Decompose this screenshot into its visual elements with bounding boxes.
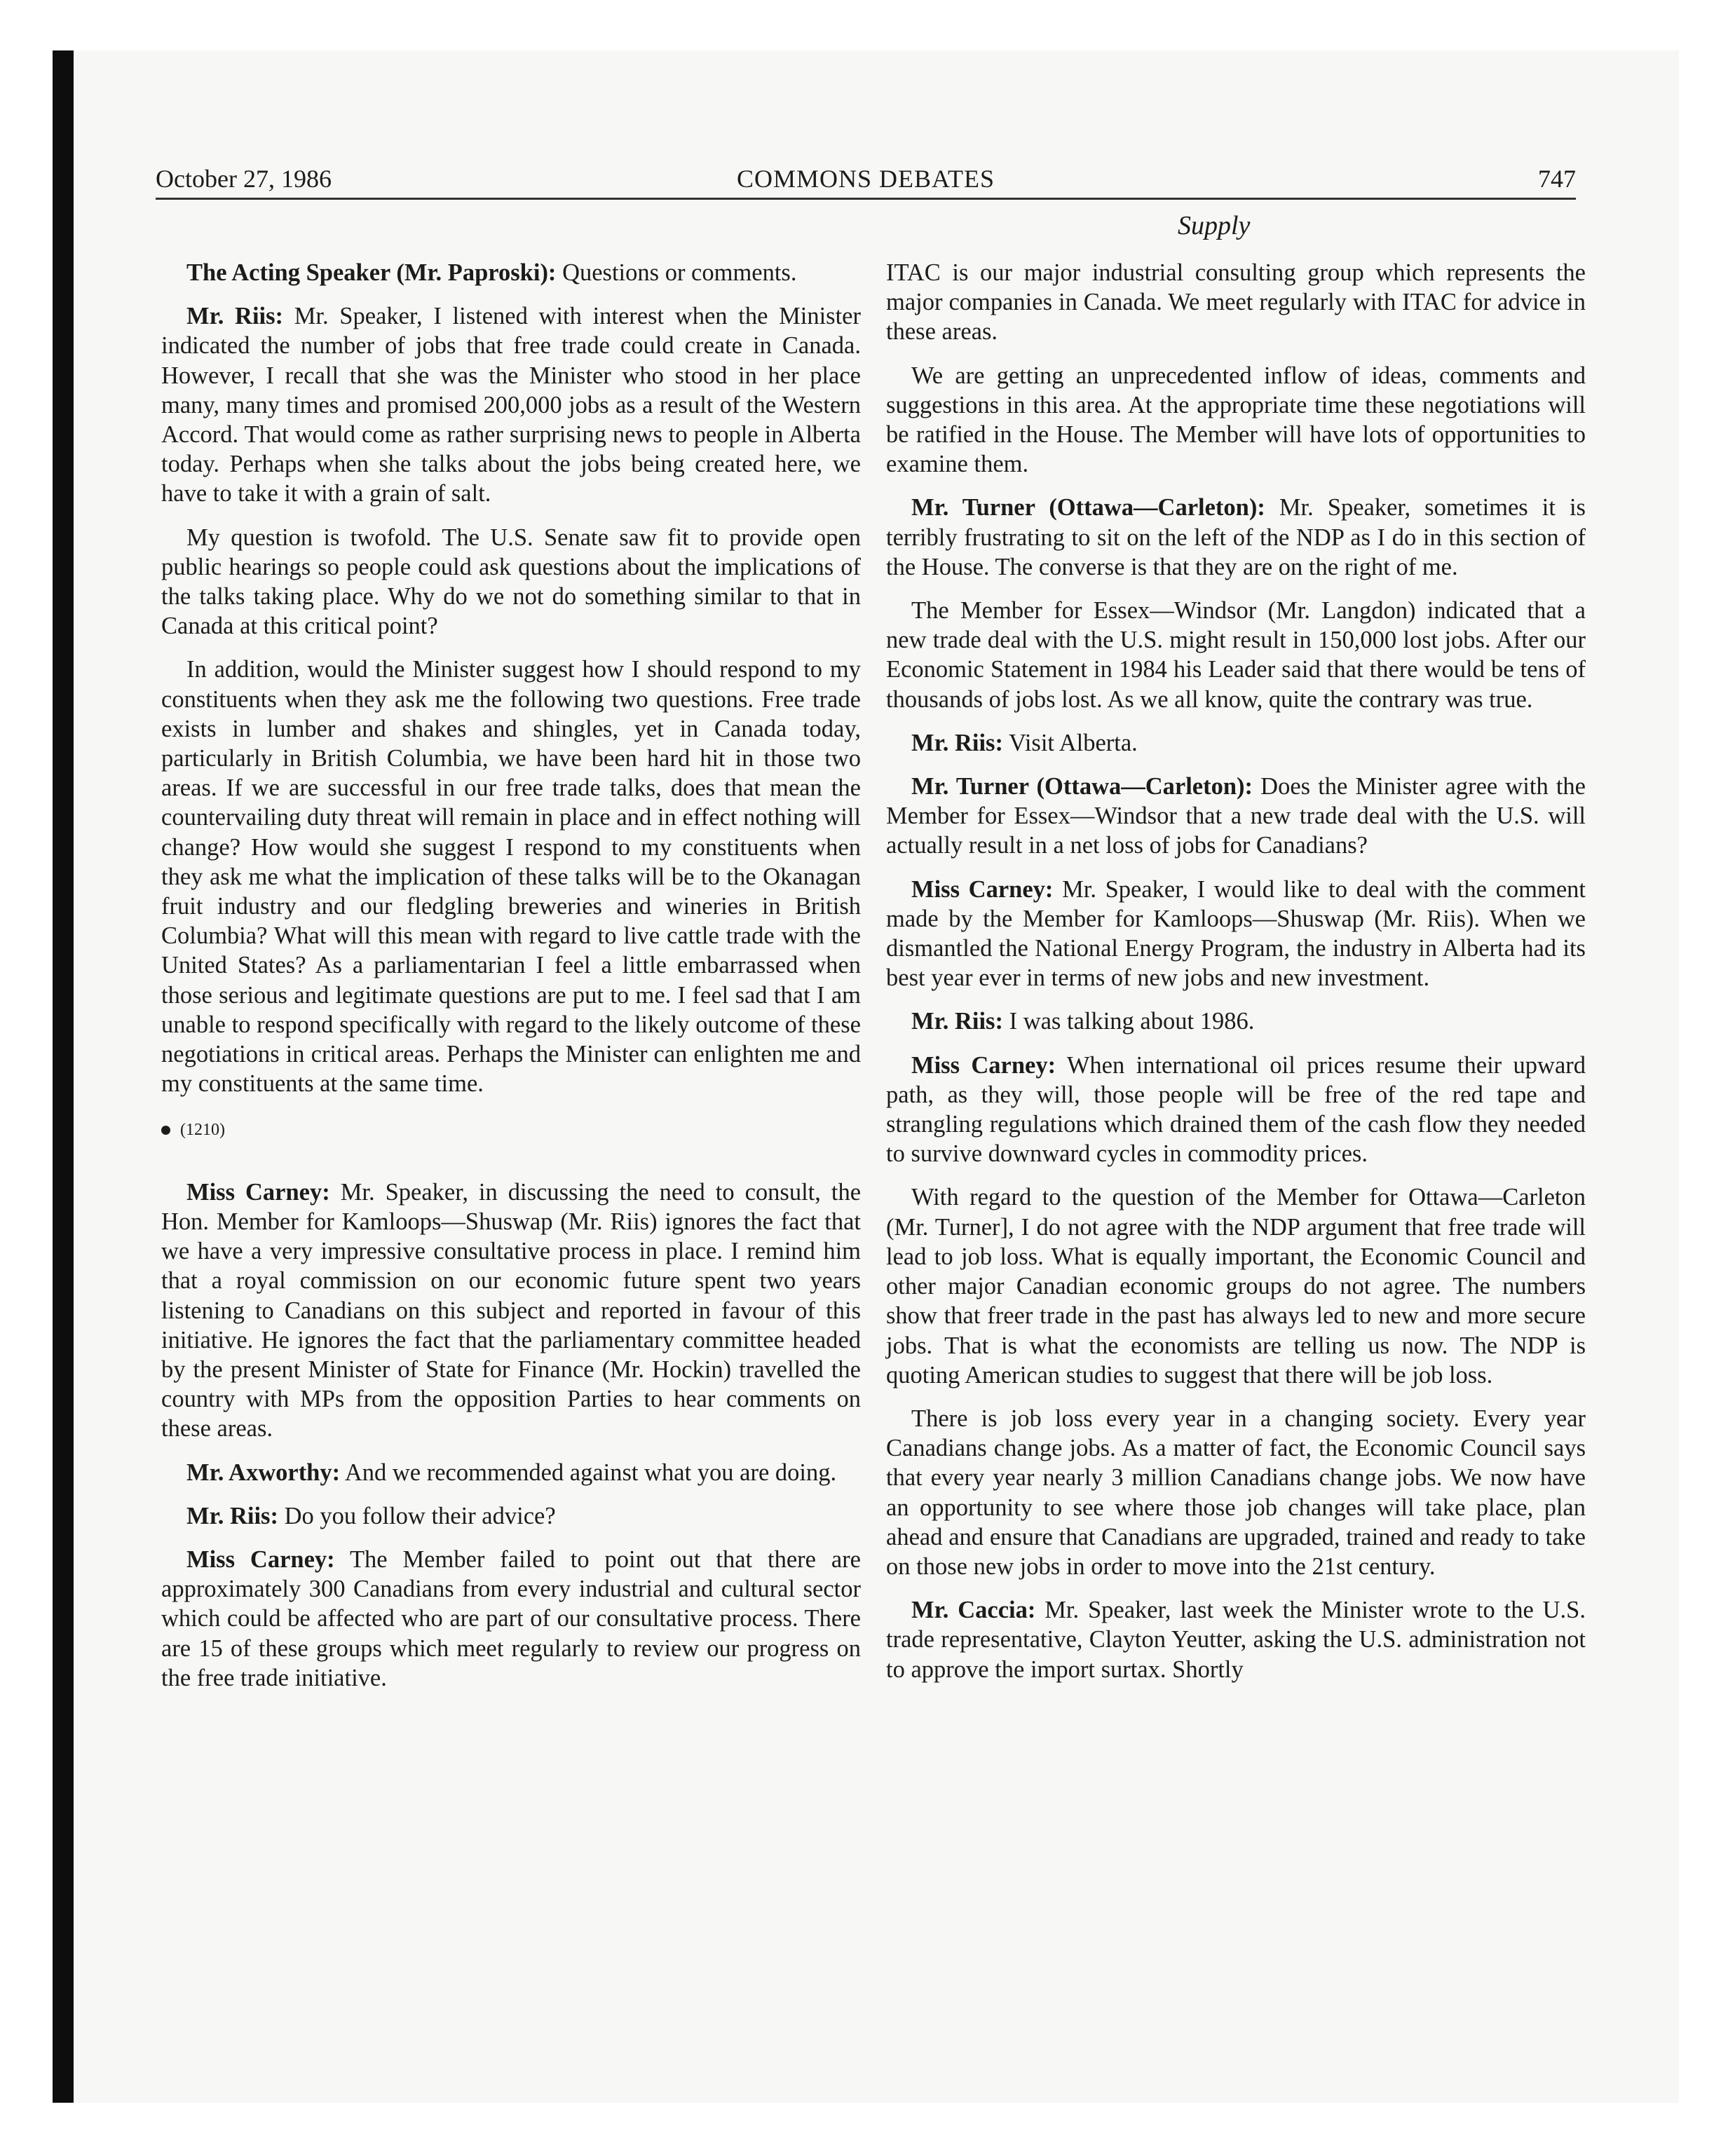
paragraph [886, 1595, 1586, 1684]
speech-text: Mr. Speaker, I would like to deal with the comment made by the Member for Kamloops—Shuswap (Mr. Riis). When we dismantled the National Energy Program, the industry in Alberta had its best year ever in terms of new jobs and new investment. [886, 875, 1586, 992]
left-column [161, 258, 861, 1707]
paragraph [886, 493, 1586, 582]
speaker-name: Mr. Riis: [911, 729, 1003, 756]
paragraph [886, 1007, 1586, 1036]
header-date: October 27, 1986 [156, 165, 332, 193]
speaker-name: Mr. Caccia: [911, 1597, 1036, 1624]
paragraph [161, 1545, 861, 1693]
speech-text: Mr. Speaker, last week the Minister wrote to the U.S. trade representative, Clayton Yeutter, asking the U.S. administration not to approve the import surtax. Shortly [886, 1597, 1586, 1683]
speech-text: Do you follow their advice? [278, 1502, 556, 1529]
paragraph [161, 258, 861, 287]
speech-text: Mr. Speaker, in discussing the need to consult, the Hon. Member for Kamloops—Shuswap (Mr. Riis) ignores the fact that we have a very impressive consultative process in place. I remind him that a royal commission on our economic future spent two years listening to Canadians on this subject and reported in favour of this initiative. He ignores the fact that the parliamentary committee headed by the present Minister of State for Finance (Mr. Hockin) travelled the country with MPs from the opposition Parties to hear comments on these areas. [161, 1178, 862, 1442]
speech-text: Mr. Speaker, I listened with interest when the Minister indicated the number of jobs that free trade could create in Canada. However, I recall that she was the Minister who stood in her place many, many times and promised 200,000 jobs as a result of the Western Accord. That would come as rather surprising news to people in Alberta today. Perhaps when she talks about the jobs being created here, we have to take it with a grain of salt. [161, 303, 861, 507]
time-marker [161, 1115, 861, 1145]
speaker-name: Mr. Riis: [186, 1502, 278, 1529]
page-number: 747 [1538, 165, 1576, 193]
paragraph: There is job loss every year in a changing society. Every year Canadians change jobs. As a matter of fact, the Economic Council says that every year nearly 3 million Canadians change jobs. We now have an opportunity to see where those job changes will take place, plan ahead and ensure that Canadians are upgraded, trained and ready to take on those new jobs in order to move into the 21st century. [886, 1405, 1586, 1580]
speaker-name: Miss Carney: [186, 1546, 335, 1573]
speech-text: Mr. Speaker, sometimes it is terribly frustrating to sit on the left of the NDP as I do in this section of the House. The converse is that they are on the right of me. [886, 494, 1586, 580]
paragraph [161, 301, 861, 508]
paragraph [886, 728, 1586, 758]
speech-text: The Member failed to point out that there are approximately 300 Canadians from every industrial and cultural sector which could be affected who are part of our consultative process. There are 15 of these groups which meet regularly to review our progress on the free trade initiative. [161, 1546, 861, 1691]
paragraph: In addition, would the Minister suggest how I should respond to my constituents when they ask me the following two questions. Free trade exists in lumber and shakes and shingles, yet in Canada today, particularly in British Columbia, we have been hard hit in those two areas. If we are successful in our free trade talks, does that mean the countervailing duty threat will remain in place and in effect nothing will change? How would she suggest I respond to my constituents when they ask me what the implication of these talks will be to the Okanagan fruit industry and our fledgling breweries and wineries in British Columbia? What will this mean with regard to live cattle trade with the United States? As a parliamentarian I feel a little embarrassed when those serious and legitimate questions are put to me. I feel sad that I am unable to respond specifically with regard to the likely outcome of these negotiations in critical areas. Perhaps the Minister can enlighten me and my constituents at the same time. [161, 656, 861, 1098]
header-title: COMMONS DEBATES [736, 165, 995, 193]
speech-text: When international oil prices resume their upward path, as they will, those people will be free of the red tape and strangling regulations which drained them of the cash flow they needed to survive downward cycles in commodity prices. [886, 1051, 1586, 1168]
paragraph [161, 1501, 861, 1531]
paragraph: The Member for Essex—Windsor (Mr. Langdon) indicated that a new trade deal with the U.S. might result in 150,000 lost jobs. After our Economic Statement in 1984 his Leader said that there would be tens of thousands of jobs lost. As we all know, quite the contrary was true. [886, 597, 1586, 713]
speaker-name: The Acting Speaker (Mr. Paproski): [186, 259, 557, 286]
speaker-name: Miss Carney: [186, 1178, 330, 1206]
paragraph [161, 1178, 861, 1444]
speech-text: I was talking about 1986. [1002, 1008, 1255, 1035]
paragraph: With regard to the question of the Member for Ottawa—Carleton (Mr. Turner], I do not agree with the NDP argument that free trade will lead to job loss. What is equally important, the Economic Council and other major Canadian economic groups do not agree. The numbers show that freer trade in the past has always led to new and more secure jobs. That is what the economists are telling us now. The NDP is quoting American studies to suggest that there will be job loss. [886, 1184, 1586, 1389]
speaker-name: Mr. Axworthy: [186, 1459, 341, 1486]
speaker-name: Mr. Riis: [911, 1008, 1003, 1035]
speech-text: Does the Minister agree with the Member for Essex—Windsor that a new trade deal with the U.S. will actually result in a net loss of jobs for Canadians? [886, 773, 1586, 859]
speech-text: Questions or comments. [556, 259, 797, 286]
speaker-name: Miss Carney: [911, 1051, 1056, 1079]
paragraph: My question is twofold. The U.S. Senate saw fit to provide open public hearings so people could ask questions about the implications of the talks taking place. Why do we not do something similar to that in Canada at this critical point? [161, 524, 861, 640]
speaker-name: Mr. Turner (Ottawa—Carleton): [911, 494, 1265, 521]
speech-text: And we recommended against what you are doing. [340, 1459, 837, 1486]
paragraph: ITAC is our major industrial consulting group which represents the major companies in Canada. We meet regularly with ITAC for advice in these areas. [886, 259, 1586, 346]
right-column [886, 258, 1586, 1698]
speaker-name: Mr. Turner (Ottawa—Carleton): [911, 773, 1253, 800]
bullet-icon [161, 1126, 170, 1135]
speech-text: Visit Alberta. [1002, 729, 1138, 756]
running-head [156, 158, 1576, 200]
speaker-name: Mr. Riis: [186, 303, 284, 330]
scan-edge-bar [53, 50, 74, 2103]
section-label: Supply [1178, 211, 1251, 240]
time-marker-text: (1210) [180, 1121, 225, 1140]
paragraph [886, 772, 1586, 861]
paragraph [886, 1051, 1586, 1169]
paragraph: We are getting an unprecedented inflow of ideas, comments and suggestions in this area. At the appropriate time these negotiations will be ratified in the House. The Member will have lots of opportunities to examine them. [886, 362, 1586, 478]
paragraph [161, 1458, 861, 1487]
paragraph [886, 875, 1586, 993]
speaker-name: Miss Carney: [911, 875, 1054, 903]
